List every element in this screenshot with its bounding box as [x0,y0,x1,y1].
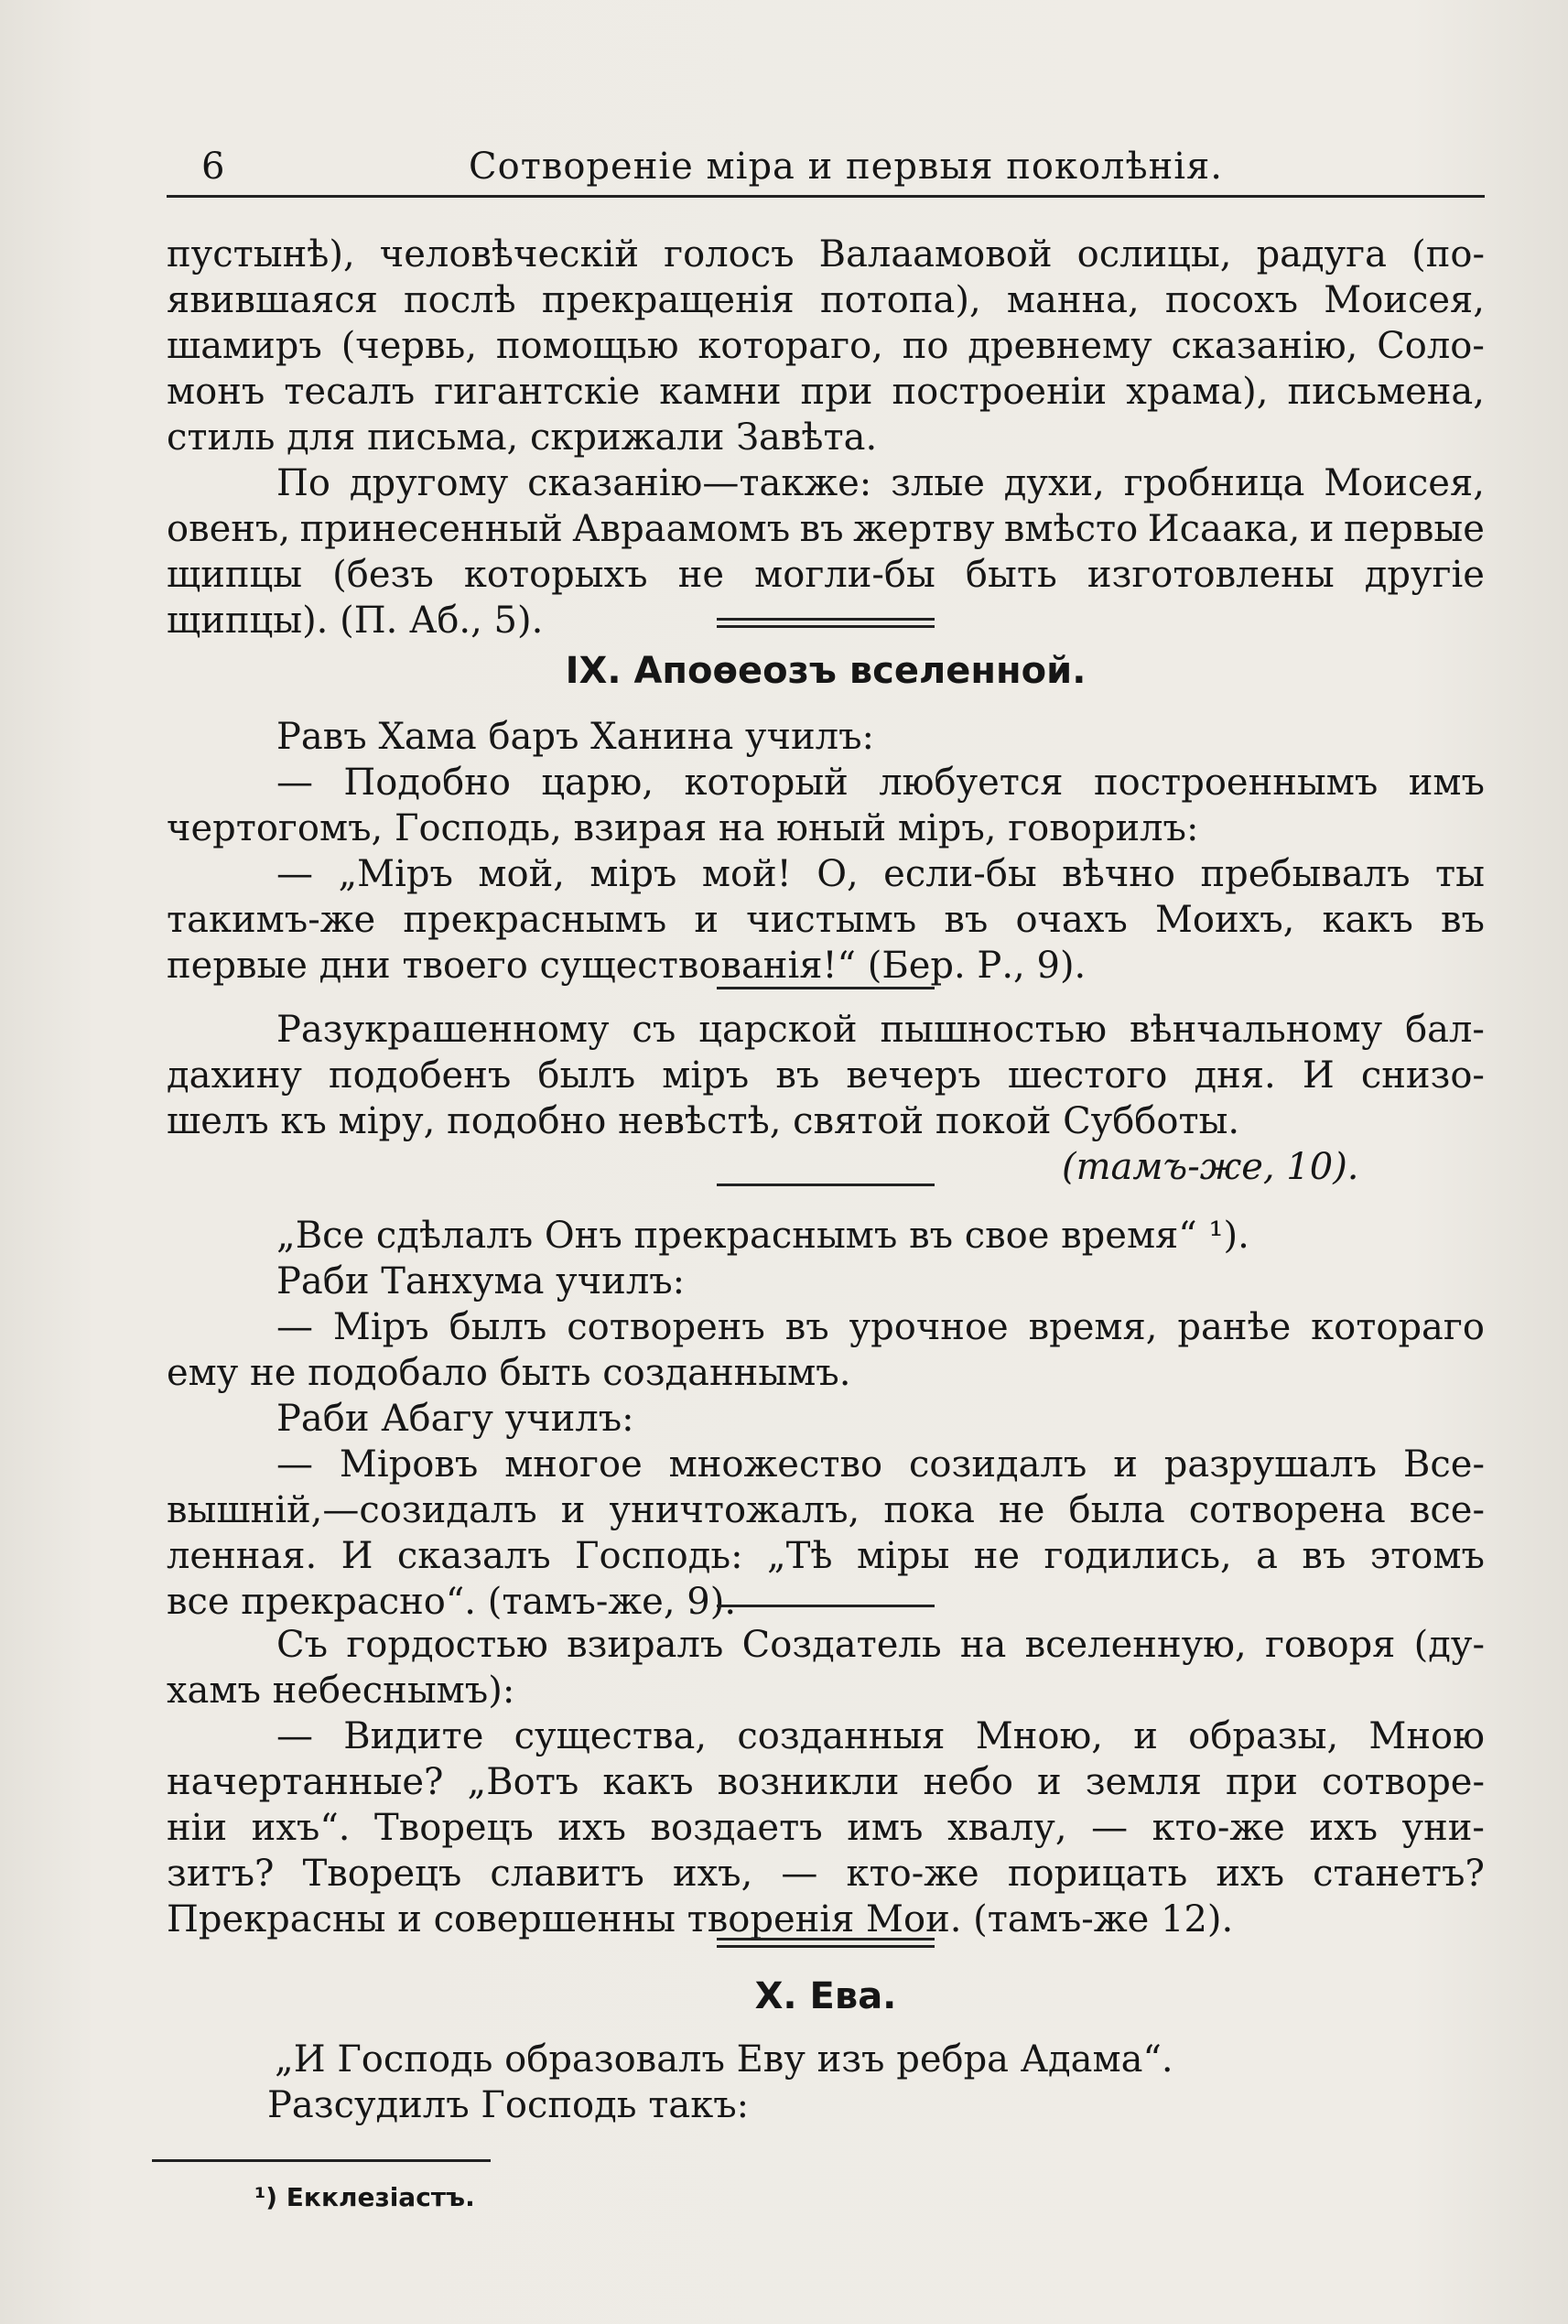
text-line: Съ гордостью взиралъ Создатель на вселенную, говоря (ду- [276,1624,1485,1666]
text-line: хамъ небеснымъ): [167,1670,515,1712]
text-line: — Подобно царю, который любуется построеннымъ имъ [276,762,1485,804]
citation: (тамъ-же, 10). [1062,1146,1359,1188]
text-line: все прекрасно“. (тамъ-же, 9). [167,1581,737,1623]
text-line: — Видите существа, созданныя Мною, и образы, Мною [276,1715,1485,1757]
text-line: „Все сдѣлалъ Онъ прекраснымъ въ свое время“ ¹). [276,1215,1249,1257]
section-heading-ix: IX. Апоѳеозъ вселенной. [565,650,1087,692]
text-line: вышній,—созидалъ и уничтожалъ, пока не была сотворена все- [167,1489,1485,1531]
text-line: Равъ Хама баръ Ханина училъ: [276,716,874,758]
text-line: Раби Танхума училъ: [276,1260,686,1303]
footnote-rule [152,2159,491,2162]
text-line: дахину подобенъ былъ міръ въ вечеръ шестого дня. И снизо- [167,1054,1485,1097]
text-line: зитъ? Творецъ славитъ ихъ, — кто-же порицать ихъ станетъ? [167,1853,1485,1895]
text-line: — Міровъ многое множество созидалъ и разрушалъ Все- [276,1443,1485,1486]
text-line: шелъ къ міру, подобно невѣстѣ, святой покой Субботы. [167,1100,1240,1142]
text-line: стиль для письма, скрижали Завѣта. [167,416,878,459]
text-line: щипцы). (П. Аб., 5). [167,600,544,642]
text-line: Раби Абагу училъ: [276,1398,634,1440]
text-line: начертанные? „Вотъ какъ возникли небо и земля при сотворе- [167,1761,1485,1803]
text-line: овенъ, принесенный Авраамомъ въ жертву вмѣсто Исаака, и первые [167,508,1485,550]
text-line: ленная. И сказалъ Господь: „Тѣ міры не годились, а въ этомъ [167,1535,1485,1577]
text-line: „И Господь образовалъ Еву изъ ребра Адама“. [275,2038,1173,2081]
running-title: Сотвореніе міра и первыя поколѣнія. [469,146,1223,188]
text-line: Разукрашенному съ царской пышностью вѣнчальному бал- [276,1009,1485,1051]
page-header [167,142,1485,198]
text-line: пустынѣ), человѣческій голосъ Валаамовой ослицы, радуга (по- [167,233,1485,276]
section-divider-double [717,618,935,628]
text-line: По другому сказанію—также: злые духи, гробница Моисея, [276,462,1485,504]
text-line: шамиръ (червь, помощью котораго, по древнему сказанію, Соло- [167,325,1485,367]
text-line: Разсудилъ Господь такъ: [267,2084,750,2126]
text-line: ему не подобало быть созданнымъ. [167,1352,851,1394]
section-heading-x: X. Ева. [754,1975,897,2017]
paragraph-divider [717,1184,935,1186]
paragraph-divider [717,987,935,989]
page-number: 6 [201,146,225,188]
text-line: Прекрасны и совершенны творенія Мои. (тамъ-же 12). [167,1898,1234,1940]
text-line: первые дни твоего существованія!“ (Бер. Р., 9). [167,945,1087,987]
paragraph-divider [717,1605,935,1607]
text-line: щипцы (безъ которыхъ не могли-бы быть изготовлены другіе [167,554,1485,596]
footnote: ¹) Екклезіастъ. [254,2182,475,2212]
text-line: — Міръ былъ сотворенъ въ урочное время, ранѣе котораго [276,1306,1485,1348]
text-line: — „Міръ мой, міръ мой! О, если-бы вѣчно пребывалъ ты [276,853,1485,895]
text-line: монъ тесалъ гигантскіе камни при построеніи храма), письмена, [167,371,1485,413]
text-line: такимъ-же прекраснымъ и чистымъ въ очахъ Моихъ, какъ въ [167,899,1485,941]
text-line: явившаяся послѣ прекращенія потопа), манна, посохъ Моисея, [167,279,1485,321]
text-line: чертогомъ, Господь, взирая на юный міръ, говорилъ: [167,807,1199,849]
section-divider-double [717,1938,935,1948]
text-line: ніи ихъ“. Творецъ ихъ воздаетъ имъ хвалу, — кто-же ихъ уни- [167,1807,1485,1849]
